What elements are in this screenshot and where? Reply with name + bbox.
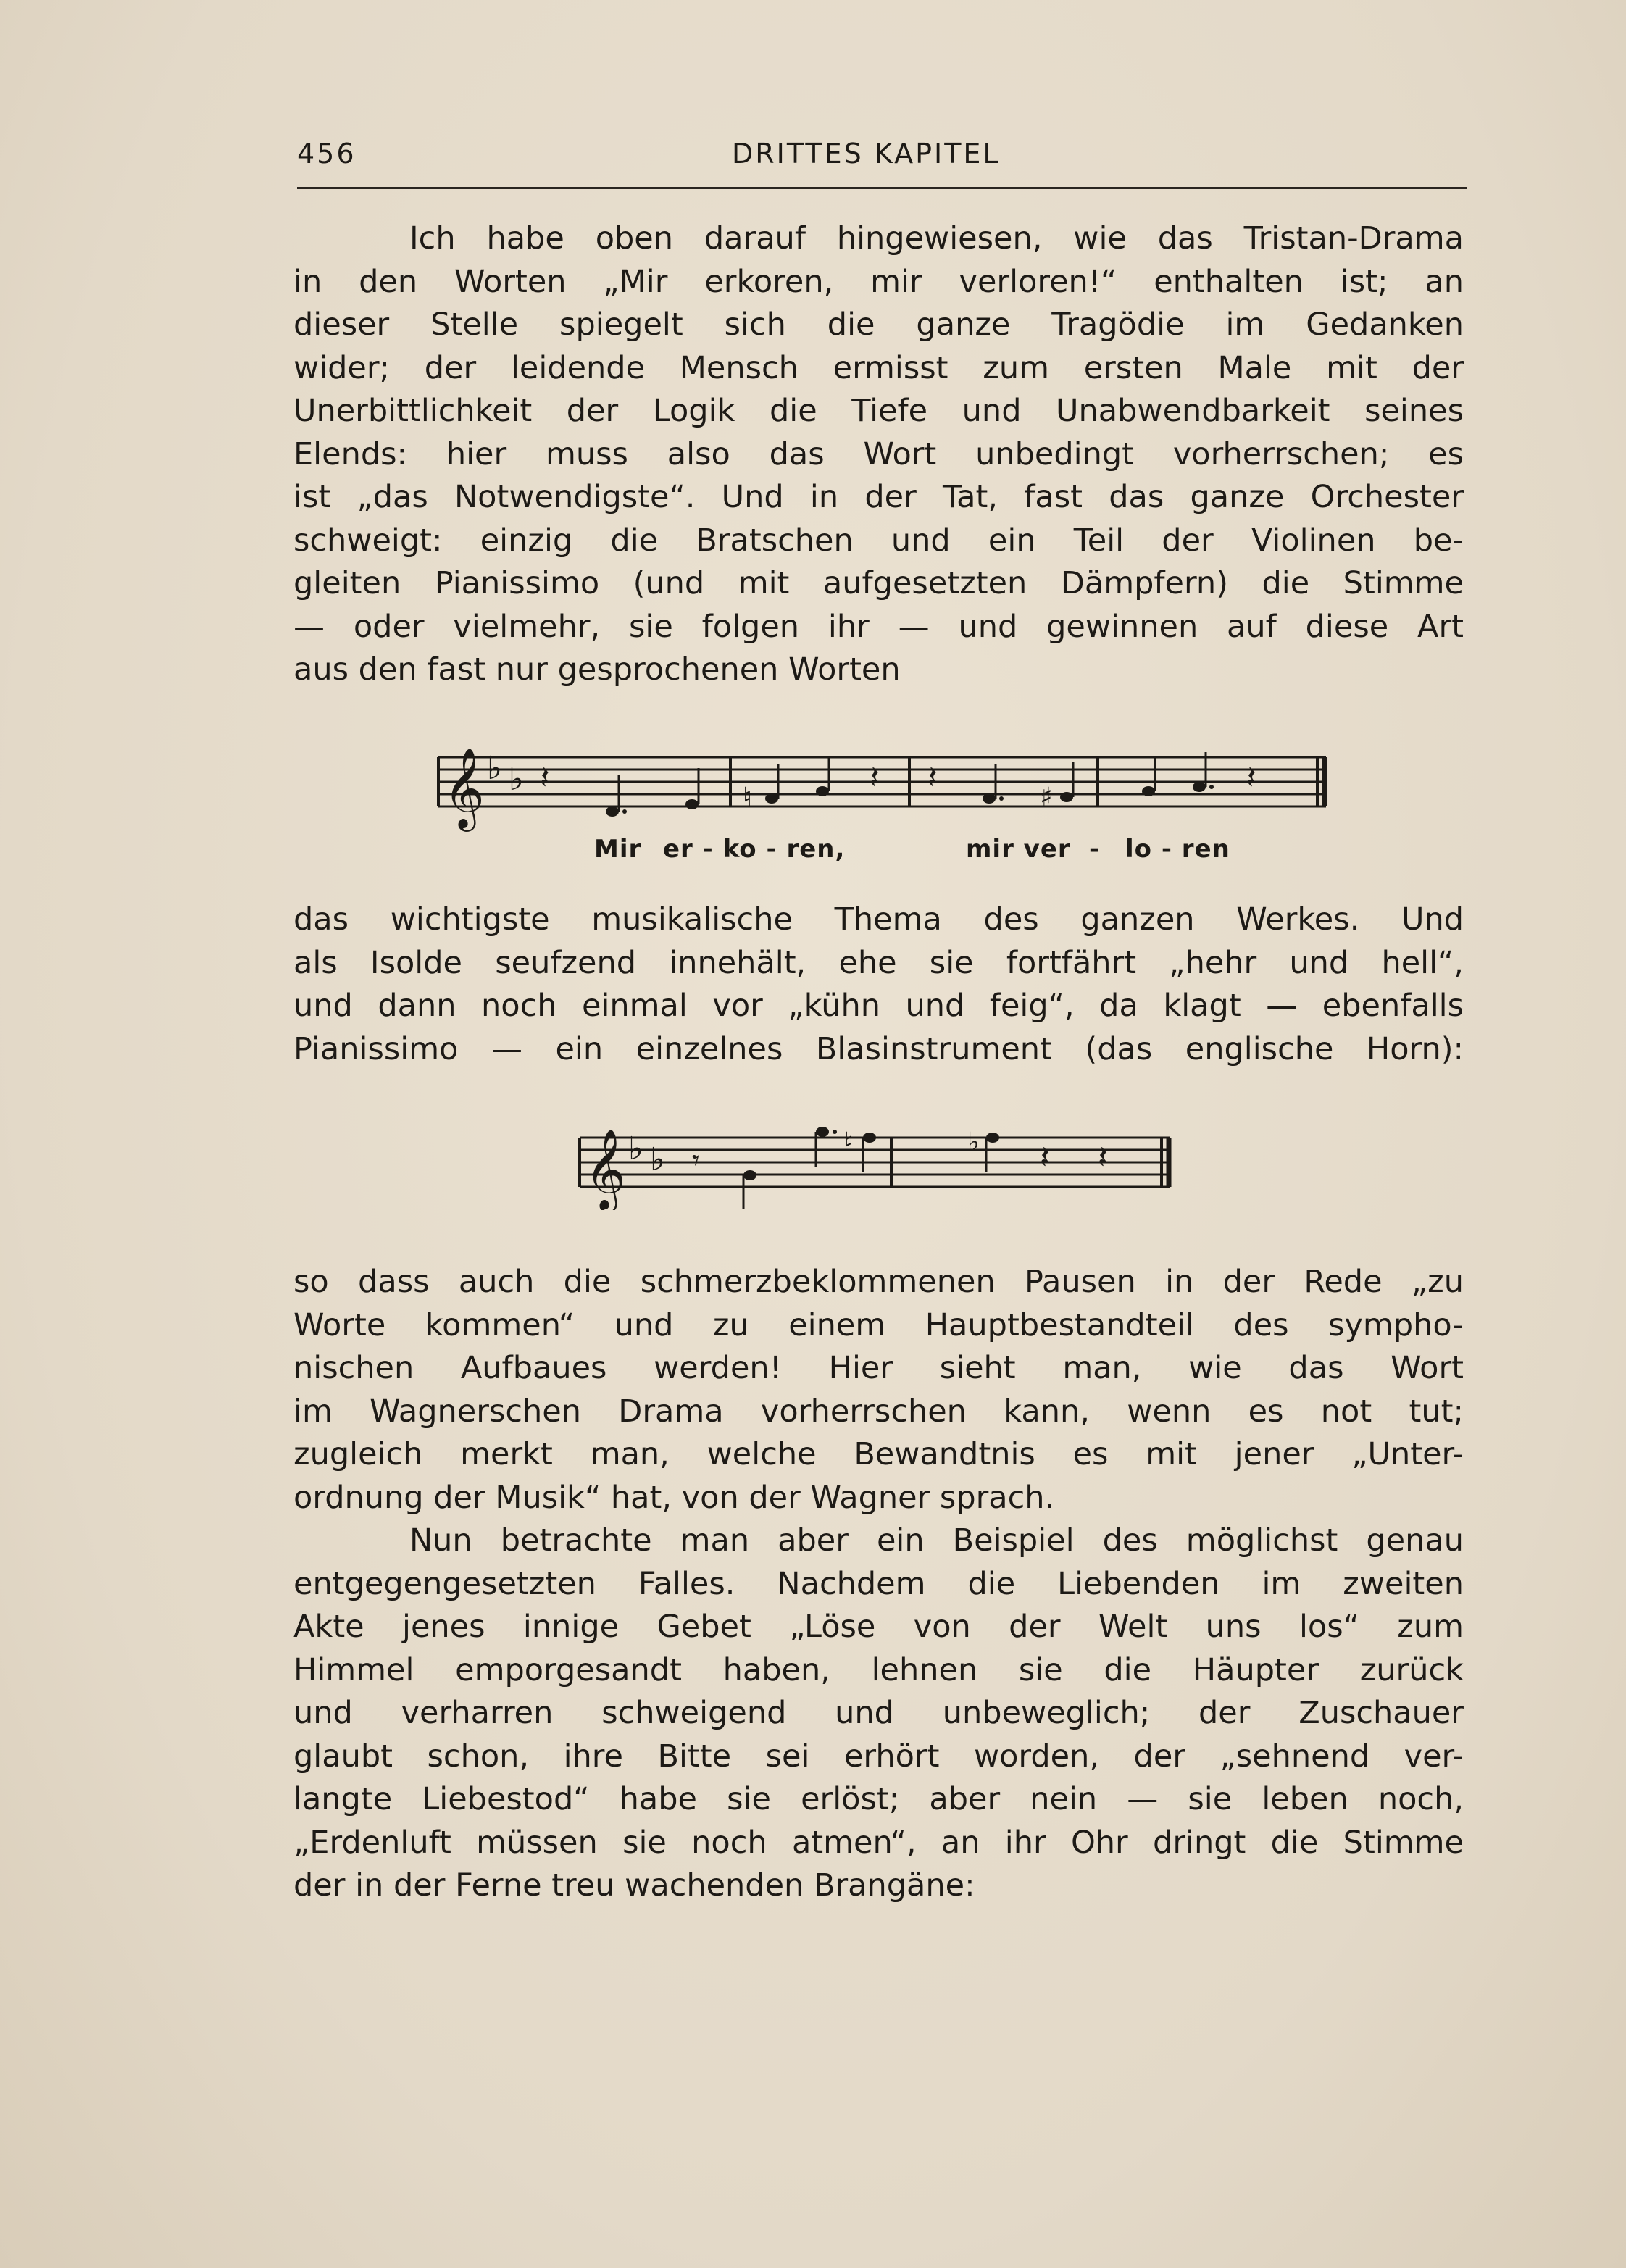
text-line: glaubt schon, ihre Bitte sei erhört worden, der „sehnend ver- — [293, 1738, 1464, 1775]
music-example-2 — [576, 1116, 1177, 1210]
note-icon — [816, 786, 829, 796]
flat-icon: ♭ — [628, 1130, 643, 1167]
lyric-syllable: mir ver — [966, 835, 1071, 864]
text-line: entgegengesetzten Falles. Nachdem die Liebenden im zweiten — [293, 1565, 1464, 1602]
note-icon — [1142, 786, 1155, 796]
note-icon — [606, 806, 619, 817]
text-line: der in der Ferne treu wachenden Brangäne: — [293, 1867, 975, 1904]
note-icon — [863, 1133, 876, 1143]
text-line: ist „das Notwendigste“. Und in der Tat, fast das ganze Orchester — [293, 479, 1464, 515]
sharp-icon: ♯ — [1040, 783, 1053, 812]
paragraph-4 — [293, 1519, 1464, 1908]
text-line: in den Worten „Mir erkoren, mir verloren!“ enthalten ist; an — [293, 263, 1464, 300]
music-example-1 — [435, 739, 1333, 833]
lyric-syllable: lo - ren — [1125, 835, 1230, 864]
running-title: DRITTES KAPITEL — [732, 138, 1001, 170]
flat-icon: ♭ — [967, 1127, 980, 1157]
note-icon — [765, 793, 778, 804]
lyric-syllable: er - ko - ren, — [663, 835, 846, 864]
note-icon — [1060, 792, 1073, 802]
text-line: und dann noch einmal vor „kühn und feig“, da klagt — ebenfalls — [293, 988, 1464, 1024]
text-line: im Wagnerschen Drama vorherrschen kann, wenn es not tut; — [293, 1393, 1464, 1430]
treble-clef-icon: 𝄞 — [443, 747, 485, 828]
note-icon — [983, 793, 996, 804]
note-icon — [816, 1127, 829, 1137]
text-line: dieser Stelle spiegelt sich die ganze Tragödie im Gedanken — [293, 307, 1464, 343]
paragraph-2 — [293, 899, 1464, 1071]
flat-icon: ♭ — [509, 761, 524, 798]
header-rule — [297, 187, 1467, 189]
text-line: wider; der leidende Mensch ermisst zum ersten Male mit der — [293, 349, 1464, 386]
text-line: Himmel emporgesandt haben, lehnen sie die Häupter zurück — [293, 1651, 1464, 1688]
rest-icon: 𝄽 — [927, 759, 938, 796]
rest-icon: 𝄽 — [540, 759, 550, 796]
lyric-syllable: Mir — [594, 835, 642, 864]
rest-icon: 𝄽 — [870, 759, 880, 796]
note-icon — [1193, 782, 1206, 792]
text-line: als Isolde seufzend innehält, ehe sie fortfährt „hehr und hell“, — [293, 944, 1464, 981]
staff-lines — [438, 757, 1326, 806]
text-line: — oder vielmehr, sie folgen ihr — und gewinnen auf diese Art — [293, 608, 1464, 645]
text-line: das wichtigste musikalische Thema des ganzen Werkes. Und — [293, 901, 1464, 938]
text-line: Unerbittlichkeit der Logik die Tiefe und Unabwendbarkeit seines — [293, 393, 1464, 429]
notes — [692, 1127, 1107, 1209]
note-icon — [986, 1133, 999, 1143]
flat-icon: ♭ — [487, 750, 502, 787]
text-line: aus den fast nur gesprochenen Worten — [293, 651, 901, 688]
text-line: ordnung der Musik“ hat, von der Wagner sprach. — [293, 1479, 1055, 1516]
text-line: langte Liebestod“ habe sie erlöst; aber nein — sie leben noch, — [293, 1781, 1464, 1817]
rest-icon: 𝄽 — [1040, 1139, 1050, 1176]
page-header — [297, 138, 1467, 171]
text-line: schweigt: einzig die Bratschen und ein Teil der Violinen be- — [293, 522, 1464, 559]
text-line: Ich habe oben darauf hingewiesen, wie das Tristan-Drama — [409, 220, 1464, 257]
staff-lines — [580, 1138, 1170, 1187]
treble-clef-icon: 𝄞 — [585, 1128, 626, 1209]
text-line: Elends: hier muss also das Wort unbedingt vorherrschen; es — [293, 435, 1464, 472]
natural-icon: ♮ — [844, 1127, 854, 1157]
text-line: Nun betrachte man aber ein Beispiel des möglichst genau — [409, 1522, 1464, 1559]
note-icon — [743, 1170, 756, 1180]
text-line: Akte jenes innige Gebet „Löse von der Welt uns los“ zum — [293, 1609, 1464, 1645]
text-line: nischen Aufbaues werden! Hier sieht man, wie das Wort — [293, 1350, 1464, 1386]
page-number: 456 — [297, 138, 357, 170]
lyric-syllable: - — [1089, 835, 1101, 864]
text-line: gleiten Pianissimo (und mit aufgesetzten Dämpfern) die Stimme — [293, 565, 1464, 601]
flat-icon: ♭ — [650, 1141, 665, 1178]
text-line: und verharren schweigend und unbeweglich; der Zuschauer — [293, 1695, 1464, 1731]
text-line: „Erdenluft müssen sie noch atmen“, an ihr Ohr dringt die Stimme — [293, 1824, 1464, 1861]
text-line: Worte kommen“ und zu einem Hauptbestandteil des sympho- — [293, 1306, 1464, 1343]
paragraph-1 — [293, 217, 1464, 692]
text-line: Pianissimo — ein einzelnes Blasinstrument (das englische Horn): — [293, 1030, 1464, 1067]
paragraph-3 — [293, 1261, 1464, 1519]
natural-icon: ♮ — [743, 783, 752, 812]
note-icon — [685, 799, 699, 809]
rest-icon: 𝄽 — [1098, 1139, 1108, 1176]
text-line: so dass auch die schmerzbeklommenen Pausen in der Rede „zu — [293, 1264, 1464, 1300]
rest-icon: 𝄾 — [692, 1144, 700, 1177]
text-line: zugleich merkt man, welche Bewandtnis es mit jener „Unter- — [293, 1436, 1464, 1472]
rest-icon: 𝄽 — [1246, 759, 1256, 796]
